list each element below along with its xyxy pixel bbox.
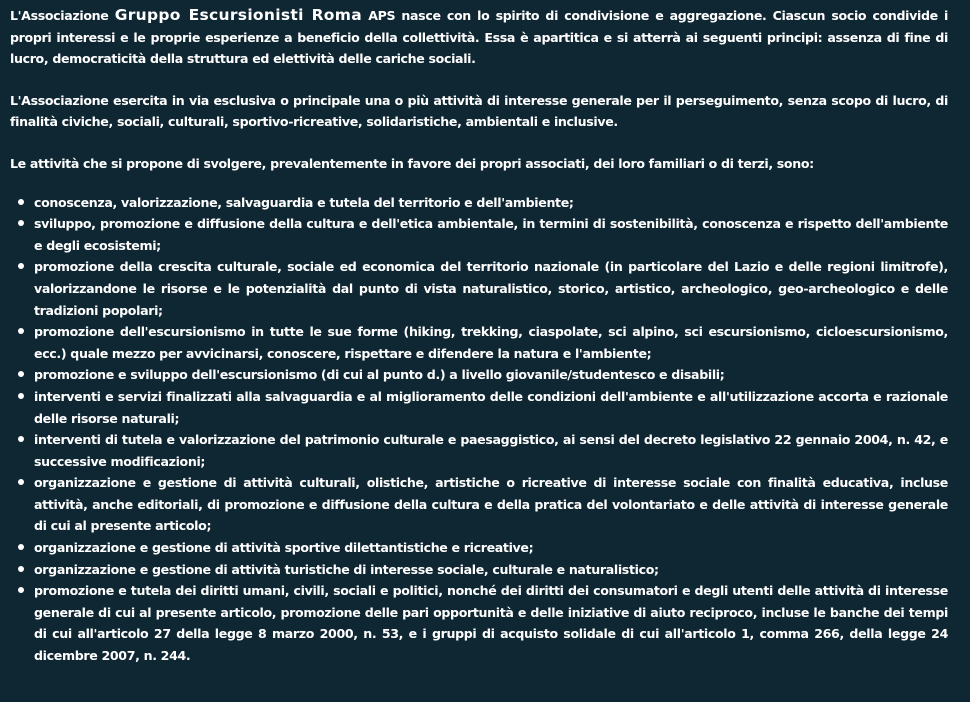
activity-list-item: interventi di tutela e valorizzazione del patrimonio culturale e paesaggistico, ai sensi del decreto legislativo 22 gennaio 2004, n. 42, e successive modificazioni; bbox=[10, 429, 948, 472]
activity-list-item: promozione e sviluppo dell'escursionismo (di cui al punto d.) a livello giovanile/studentesco e disabili; bbox=[10, 364, 948, 386]
activities-list bbox=[10, 192, 948, 667]
activity-list-item: promozione dell'escursionismo in tutte le sue forme (hiking, trekking, ciaspolate, sci alpino, sci escursionismo, cicloescursionismo, ecc.) quale mezzo per avvicinarsi, conoscere, rispettare e difendere la natura e l'ambiente; bbox=[10, 321, 948, 364]
activity-list-item: promozione della crescita culturale, sociale ed economica del territorio nazionale (in particolare del Lazio e delle regioni limitrofe), valorizzandone le risorse e le potenzialità dal punto di vista naturalistico, storico, artistico, archeologico, geo-archeologico e delle tradizioni popolari; bbox=[10, 256, 948, 321]
activity-list-item: conoscenza, valorizzazione, salvaguardia e tutela del territorio e dell'ambiente; bbox=[10, 192, 948, 214]
activity-list-item: promozione e tutela dei diritti umani, civili, sociali e politici, nonché dei diritti dei consumatori e degli utenti delle attività di interesse generale di cui al presente articolo, promozione delle pari opportunità e delle iniziative di aiuto reciproco, incluse le banche dei tempi di cui all'articolo 27 della legge 8 marzo 2000, n. 53, e i gruppi di acquisto solidale di cui all'articolo 1, comma 266, della legge 24 dicembre 2007, n. 244. bbox=[10, 580, 948, 666]
activities-intro-paragraph: Le attività che si propone di svolgere, prevalentemente in favore dei propri associati, dei loro familiari o di terzi, sono: bbox=[10, 155, 814, 171]
activity-list-item: sviluppo, promozione e diffusione della cultura e dell'etica ambientale, in termini di sostenibilità, conoscenza e rispetto dell'ambiente e degli ecosistemi; bbox=[10, 213, 948, 256]
activity-list-item: organizzazione e gestione di attività turistiche di interesse sociale, culturale e naturalistico; bbox=[10, 559, 948, 581]
activity-list-item: organizzazione e gestione di attività culturali, olistiche, artistiche o ricreative di interesse sociale con finalità educativa, incluse attività, anche editoriali, di promozione e diffusione della cultura e della pratica del volontariato e delle attività di interesse generale di cui al presente articolo; bbox=[10, 472, 948, 537]
intro-paragraph bbox=[10, 5, 948, 70]
activity-list-item: interventi e servizi finalizzati alla salvaguardia e al miglioramento delle condizioni dell'ambiente e all'utilizzazione accorta e razionale delle risorse naturali; bbox=[10, 386, 948, 429]
activity-list-item: organizzazione e gestione di attività sportive dilettantistiche e ricreative; bbox=[10, 537, 948, 559]
association-name: Gruppo Escursionisti Roma bbox=[114, 6, 362, 24]
purpose-paragraph: L'Associazione esercita in via esclusiva o principale una o più attività di interesse generale per il perseguimento, senza scopo di lucro, di finalità civiche, sociali, culturali, sportivo-ricreative, solidaristiche, ambientali e inclusive. bbox=[10, 92, 948, 130]
intro-suffix: APS nasce con lo spirito di condivisione e aggregazione. Ciascun socio condivide i propri interessi e le proprie esperienze a beneficio della collettività. Essa è apartitica e si atterrà ai seguenti principi: assenza di fine di lucro, democraticità della struttura ed elettività delle cariche sociali. bbox=[10, 8, 948, 67]
intro-prefix: L'Associazione bbox=[10, 8, 115, 23]
